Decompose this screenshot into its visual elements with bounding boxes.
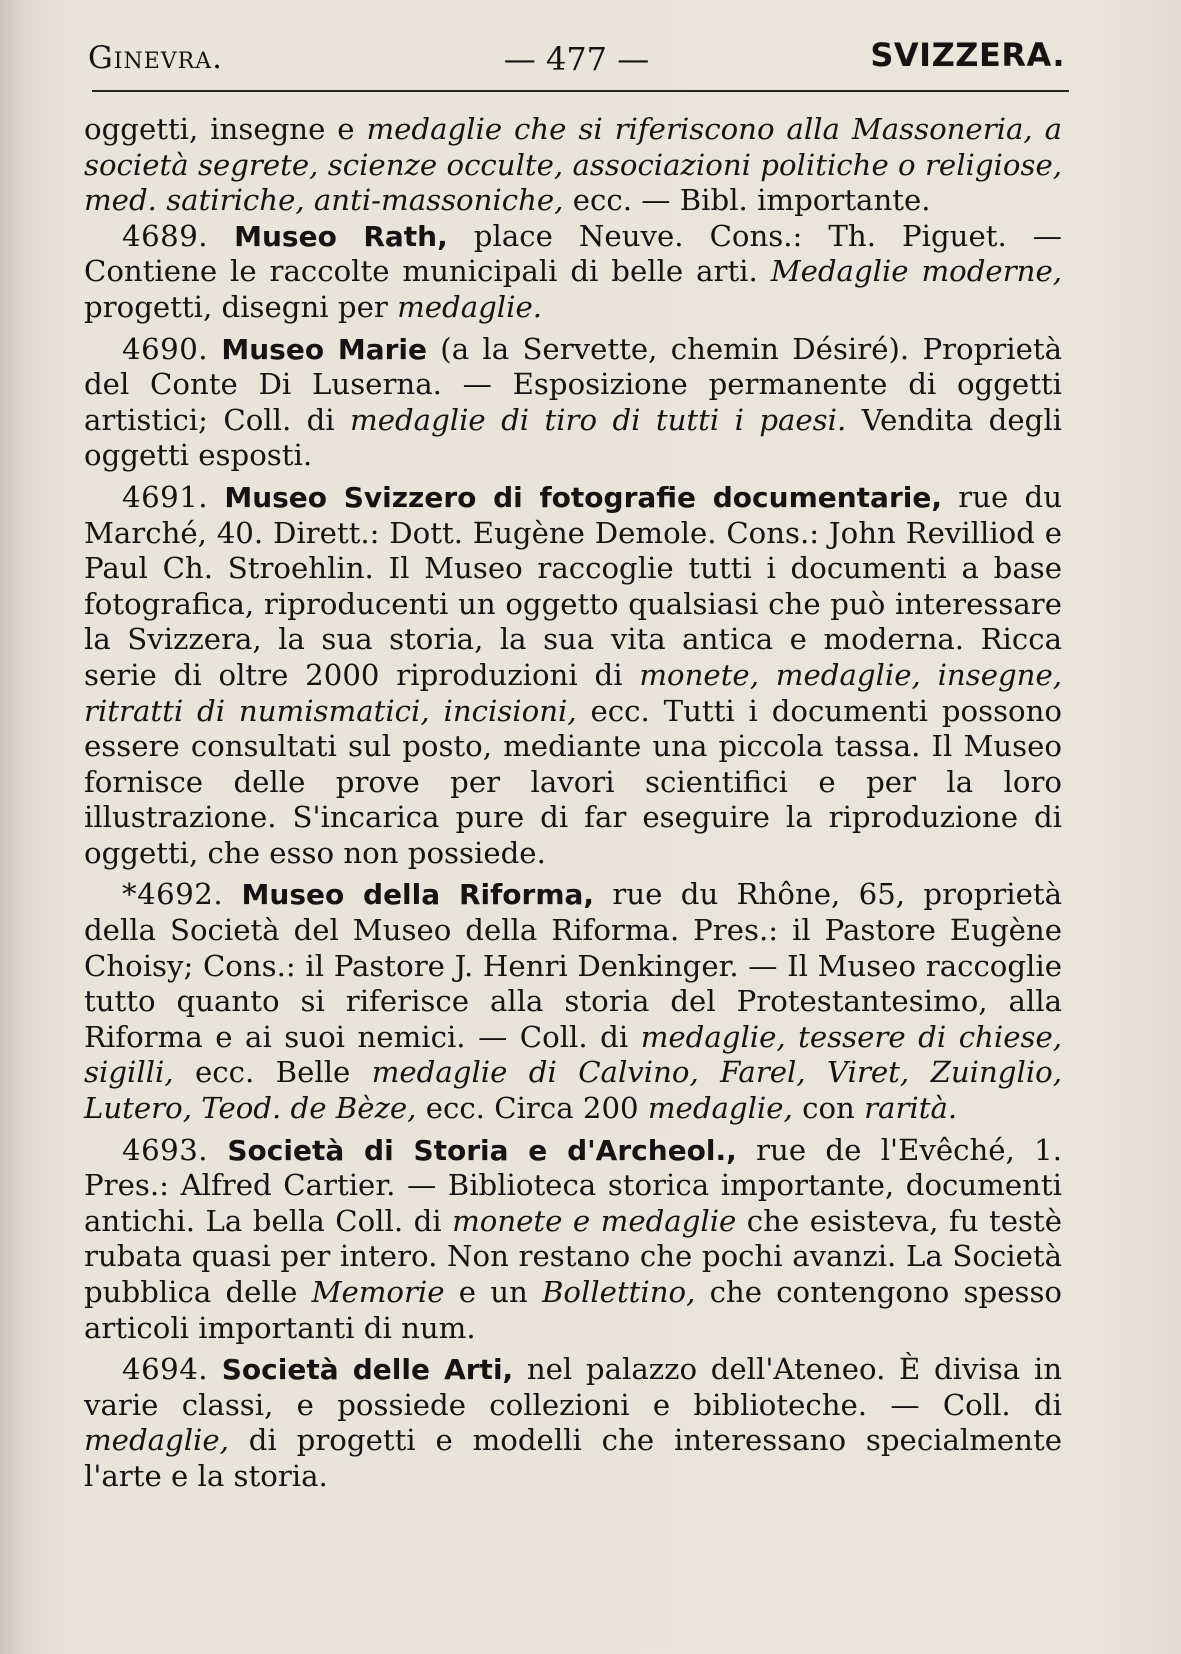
text-run: ecc. Circa 200	[416, 1091, 648, 1126]
italic-run: medaglie,	[647, 1091, 793, 1126]
header-rule	[92, 90, 1069, 92]
text-run: rue du Marché, 40. Dirett.: Dott. Eugène Demole. Cons.: John Revilliod e Paul Ch. Stroehlin. Il Museo raccoglie tutti i documenti a base fotografica, riproducenti un oggetto qualsiasi che può interessare la Svizzera, la sua storia, la sua vita antica e moderna. Ricca serie di oltre 2000 riproduzioni di	[84, 479, 1063, 692]
entry-4692	[84, 877, 1062, 1126]
text-run: ecc. Tutti i documenti possono essere consultati sul posto, mediante una piccola tassa. Il Museo fornisce delle prove per lavori scientifici e per la loro illustrazione. S'incarica pure di far eseguire la riproduzione di oggetti, che esso non possiede.	[84, 693, 1062, 870]
italic-run: rarità.	[864, 1091, 958, 1126]
entry-name: Museo Marie	[221, 332, 427, 366]
entry-4690	[84, 332, 1062, 474]
entry-name: Società delle Arti,	[221, 1353, 514, 1387]
text-run: ecc. Belle	[173, 1055, 372, 1090]
text-run: rue de l'Evêché, 1. Pres.: Alfred Cartier. — Biblioteca storica importante, documenti antichi. La bella Coll. di	[84, 1132, 1062, 1238]
entry-number: 4693.	[122, 1132, 209, 1167]
italic-run: Medaglie moderne,	[770, 254, 1062, 289]
italic-run: medaglie che si riferiscono alla Massoneria, a società segrete, scienze occulte, associazioni politiche o religiose, med. satiriche, anti-massoniche,	[84, 112, 1062, 218]
text-run: nel palazzo dell'Ateneo. È divisa in varie classi, e possiede collezioni e biblioteche. — Coll. di	[84, 1352, 1062, 1422]
text-run: che esisteva, fu testè rubata quasi per intero. Non restano che pochi avanzi. La Società pubblica delle	[84, 1203, 1062, 1309]
entry-name: Società di Storia e d'Archeol.,	[227, 1133, 737, 1167]
entry-number: 4689.	[122, 218, 209, 253]
entry-number: *4692.	[122, 877, 224, 912]
text-run: progetti, disegni per	[84, 289, 398, 324]
text-run: (a la Servette, chemin Désiré). Proprietà del Conte Di Luserna. — Esposizione permanente di oggetti artistici; Coll. di	[84, 331, 1062, 437]
entry-4693	[84, 1133, 1062, 1347]
italic-run: medaglie, tessere di chiese, sigilli,	[84, 1019, 1062, 1090]
entry-4691	[84, 480, 1062, 872]
italic-run: medaglie di Calvino, Farel, Viret, Zuinglio, Lutero, Teod. de Bèze,	[84, 1055, 1062, 1126]
continued-paragraph	[84, 112, 1062, 219]
text-run: Vendita degli oggetti esposti.	[84, 402, 1062, 473]
text-run: rue du Rhône, 65, proprietà della Società del Museo della Riforma. Pres.: il Pastore Eugène Choisy; Cons.: il Pastore J. Henri Denkinger. — Il Museo raccoglie tutto quanto si riferisce alla storia del Protestantesimo, alla Riforma e ai suoi nemici. — Coll. di	[84, 877, 1063, 1054]
entry-name: Museo Svizzero di fotografie documentarie,	[224, 480, 942, 514]
italic-run: medaglie,	[84, 1423, 229, 1458]
text-run: ecc. — Bibl. importante.	[563, 183, 931, 218]
entry-4694	[84, 1352, 1062, 1494]
running-head-country: SVIZZERA.	[870, 36, 1065, 74]
page-number: — 477 —	[503, 40, 650, 78]
italic-run: medaglie.	[397, 289, 543, 324]
italic-run: monete, medaglie, insegne, ritratti di numismatici, incisioni,	[84, 657, 1062, 728]
text-run: che contengono spesso articoli importanti di num.	[84, 1275, 1062, 1345]
text-run: di progetti e modelli che interessano specialmente l'arte e la storia.	[84, 1423, 1062, 1493]
entry-4689	[84, 219, 1062, 326]
text-run: oggetti, insegne e	[84, 112, 367, 146]
text-run: place Neuve. Cons.: Th. Piguet. — Contiene le raccolte municipali di belle arti.	[84, 218, 1062, 289]
text-run: e un	[444, 1275, 542, 1309]
page-header	[88, 34, 1065, 84]
entry-number: 4691.	[122, 479, 209, 514]
page-body	[84, 112, 1062, 1495]
italic-run: medaglie di tiro di tutti i paesi.	[350, 402, 847, 437]
italic-run: Bollettino,	[541, 1275, 696, 1309]
entry-number: 4690.	[122, 331, 209, 366]
entry-name: Museo della Riforma,	[241, 878, 595, 912]
italic-run: monete e medaglie	[452, 1203, 737, 1238]
entry-name: Museo Rath,	[234, 219, 448, 253]
italic-run: Memorie	[311, 1275, 445, 1309]
entry-number: 4694.	[122, 1352, 209, 1387]
text-run: con	[792, 1091, 865, 1126]
running-head-city: Ginevra.	[88, 40, 223, 76]
